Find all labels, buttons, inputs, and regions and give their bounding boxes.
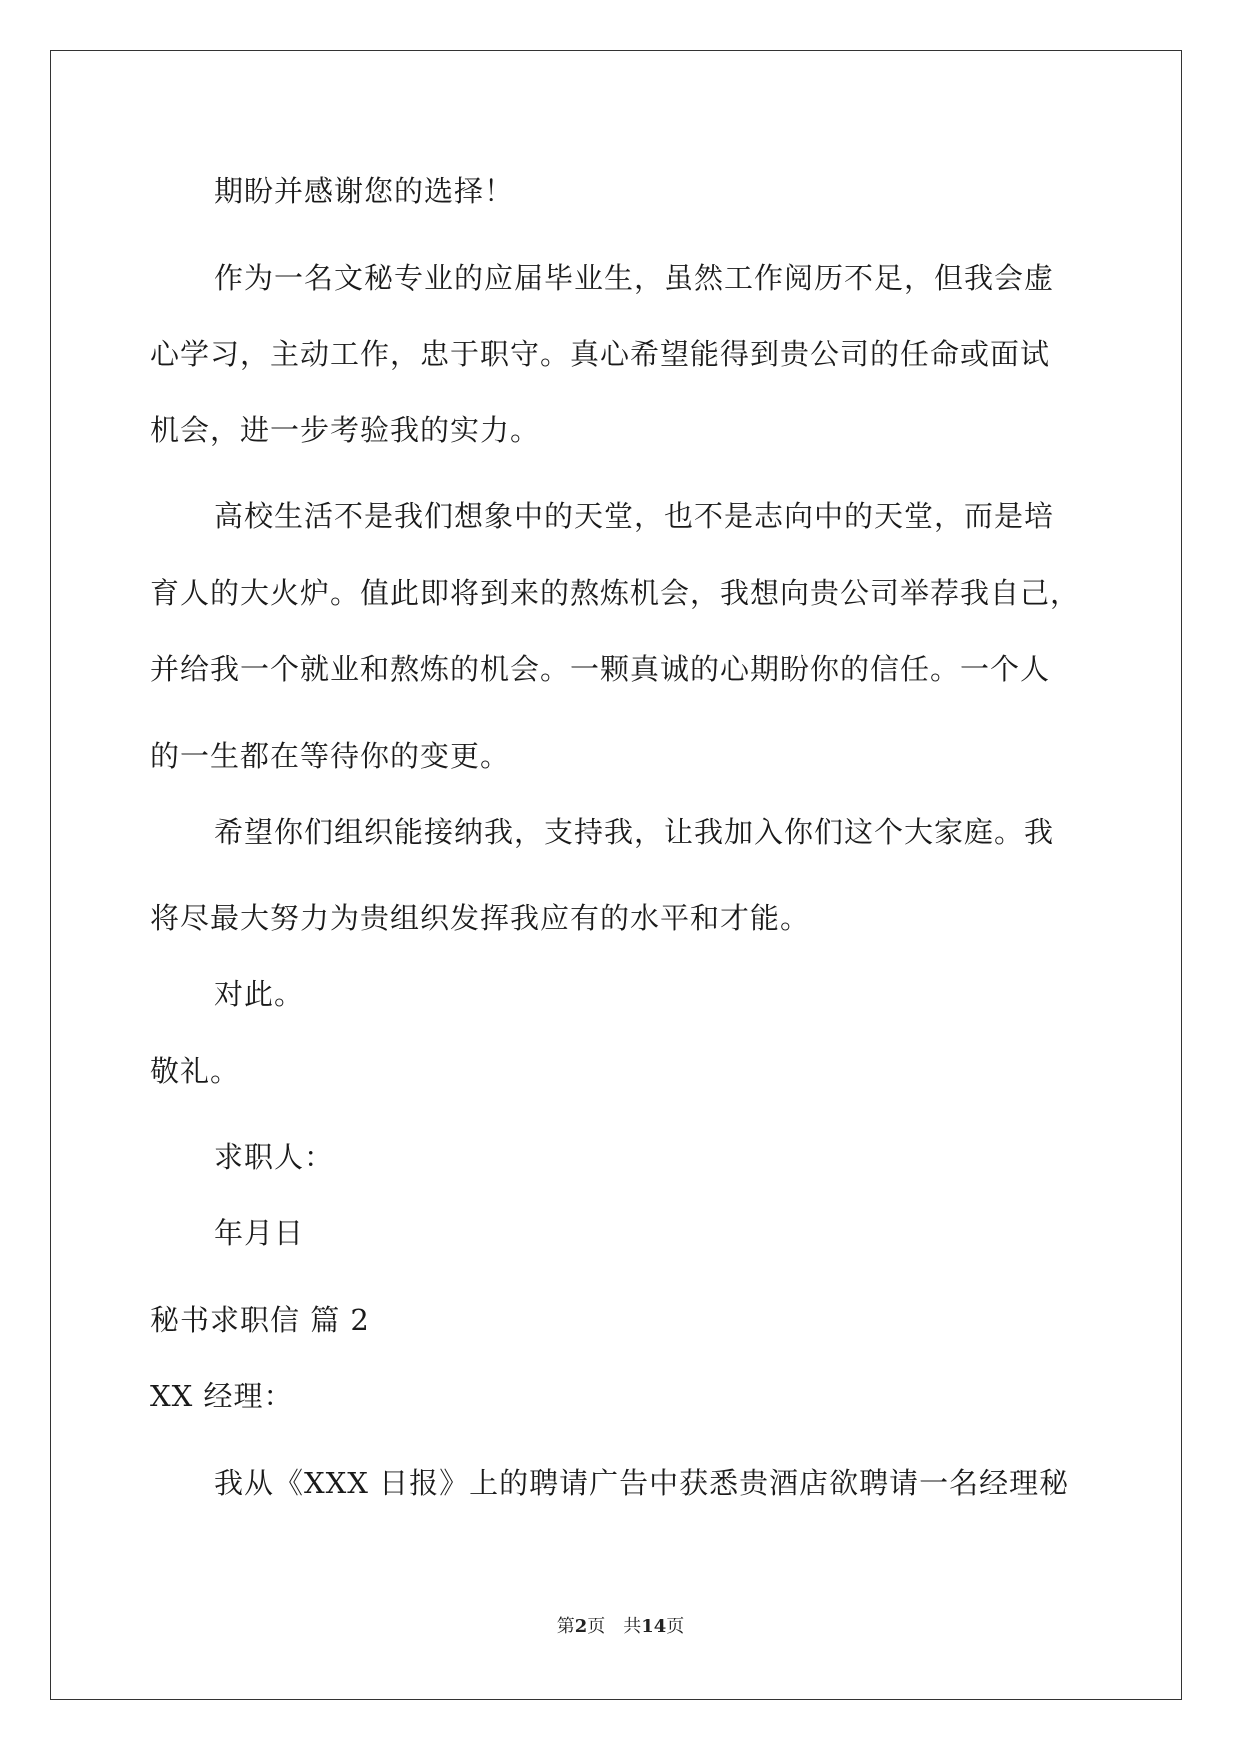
text-line: 作为一名文秘专业的应届毕业生，虽然工作阅历不足，但我会虚: [214, 261, 1055, 295]
current-page-number: 2: [574, 1616, 588, 1637]
text-line: 年月日: [214, 1216, 305, 1250]
text-line: 并给我一个就业和熬炼的机会。一颗真诚的心期盼你的信任。一个人: [150, 652, 1051, 686]
text-line: 将尽最大努力为贵组织发挥我应有的水平和才能。: [150, 901, 811, 935]
text-line: 心学习，主动工作，忠于职守。真心希望能得到贵公司的任命或面试: [150, 337, 1051, 371]
text-line: 期盼并感谢您的选择！: [214, 174, 515, 208]
page-border: [50, 50, 1182, 1700]
text-line: 对此。: [214, 977, 305, 1011]
text-line: 的一生都在等待你的变更。: [150, 739, 511, 773]
footer-suffix: 页: [666, 1616, 685, 1637]
footer-prefix: 第: [556, 1616, 575, 1637]
page-footer: [0, 1615, 1241, 1639]
footer-mid: 页 共: [587, 1616, 642, 1637]
text-line: 我从《XXX 日报》上的聘请广告中获悉贵酒店欲聘请一名经理秘: [214, 1466, 1070, 1500]
text-line: 机会，进一步考验我的实力。: [150, 413, 541, 447]
text-line: 高校生活不是我们想象中的天堂，也不是志向中的天堂，而是培: [214, 499, 1055, 533]
text-line: 敬礼。: [150, 1054, 241, 1088]
text-line: 希望你们组织能接纳我，支持我，让我加入你们这个大家庭。我: [214, 815, 1055, 849]
text-line: 求职人：: [214, 1140, 335, 1174]
total-pages-number: 14: [641, 1616, 667, 1637]
section-heading: 秘书求职信 篇 2: [150, 1303, 370, 1337]
text-line: 育人的大火炉。值此即将到来的熬炼机会，我想向贵公司举荐我自己，: [150, 576, 1081, 610]
salutation: XX 经理：: [150, 1379, 294, 1413]
